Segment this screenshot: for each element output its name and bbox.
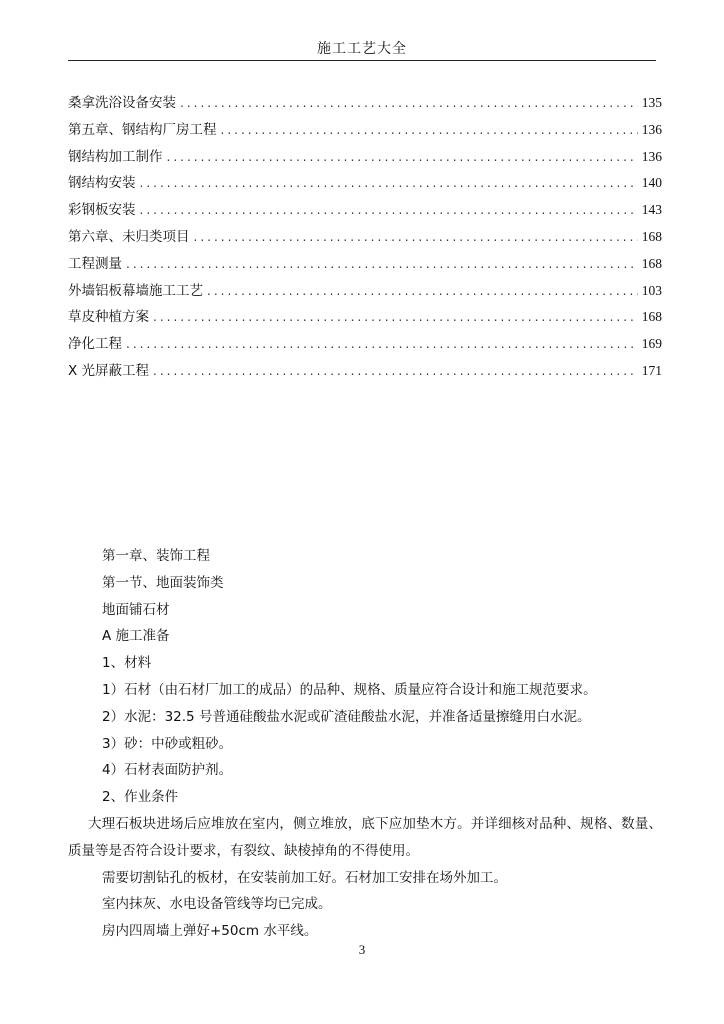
- toc-leader-dots: [126, 337, 638, 351]
- toc-entry-page: 168: [641, 309, 662, 325]
- toc-entry-title: 工程测量: [68, 255, 122, 272]
- toc-entry[interactable]: [68, 198, 662, 225]
- toc-entry-page: 168: [641, 255, 662, 271]
- toc-entry-title: 桑拿洗浴设备安装: [68, 95, 176, 111]
- toc-entry[interactable]: [68, 171, 662, 198]
- toc-entry-title: 钢结构安装: [68, 175, 136, 192]
- toc-entry[interactable]: [68, 279, 662, 306]
- toc-entry-page: 136: [641, 121, 662, 137]
- toc-leader-dots: [180, 96, 638, 110]
- subsection-heading: 地面铺石材: [102, 601, 170, 618]
- toc-leader-dots: [207, 284, 638, 298]
- toc-entry[interactable]: [68, 332, 662, 359]
- toc-leader-dots: [153, 364, 638, 378]
- toc-leader-dots: [126, 257, 638, 271]
- toc-entry[interactable]: [68, 252, 662, 279]
- toc-entry-page: 169: [641, 336, 662, 352]
- material-item: 4）石材表面防护剂。: [102, 762, 233, 779]
- toc-leader-dots: [167, 150, 638, 164]
- toc-entry-page: 168: [641, 228, 662, 244]
- toc-entry[interactable]: [68, 359, 662, 386]
- toc-entry[interactable]: [68, 118, 662, 145]
- toc-entry-page: 140: [641, 175, 662, 191]
- toc-entry[interactable]: [68, 305, 662, 332]
- material-item: 3）砂：中砂或粗砂。: [102, 735, 233, 752]
- item-heading: 1、材料: [102, 655, 152, 672]
- toc-entry-page: 171: [641, 362, 662, 378]
- condition-paragraph: 大理石板块进场后应堆放在室内，侧立堆放，底下应加垫木方。并详细核对品种、规格、数量、质量等是否符合设计要求，有裂纹、缺棱掉角的不得使用。: [68, 815, 662, 859]
- toc-leader-dots: [194, 230, 638, 244]
- document-body: [68, 543, 662, 945]
- toc-entry[interactable]: [68, 225, 662, 252]
- toc-entry-title: 钢结构加工制作: [68, 148, 163, 165]
- condition-paragraph: 室内抹灰、水电设备管线等均已完成。: [102, 896, 332, 913]
- chapter-heading: 第一章、装饰工程: [102, 548, 210, 564]
- toc-entry-title: 外墙铝板幕墙施工工艺: [68, 282, 203, 299]
- section-heading: 第一节、地面装饰类: [102, 574, 224, 591]
- toc-entry[interactable]: [68, 145, 662, 172]
- toc-entry-title: 第六章、未归类项目: [68, 228, 190, 245]
- item-heading: 2、作业条件: [102, 789, 179, 806]
- toc-entry-title: 净化工程: [68, 336, 122, 353]
- toc-entry-page: 143: [641, 202, 662, 218]
- page-number: 3: [358, 942, 366, 957]
- toc-entry[interactable]: [68, 91, 662, 118]
- toc-entry-title: 草皮种植方案: [68, 309, 149, 326]
- condition-paragraph: 房内四周墙上弹好+50cm 水平线。: [102, 923, 318, 940]
- part-heading: A 施工准备: [102, 628, 170, 645]
- material-item: 1）石材（由石材厂加工的成品）的品种、规格、质量应符合设计和施工规范要求。: [102, 681, 597, 698]
- toc-leader-dots: [140, 176, 638, 190]
- toc-entry-title: X 光屏蔽工程: [68, 362, 150, 379]
- page-header-title: 施工工艺大全: [317, 41, 407, 57]
- toc-leader-dots: [153, 310, 638, 324]
- toc-entry-title: 彩钢板安装: [68, 202, 136, 219]
- table-of-contents: [68, 91, 662, 386]
- toc-leader-dots: [140, 203, 638, 217]
- condition-paragraph: 需要切割钻孔的板材，在安装前加工好。石材加工安排在场外加工。: [102, 869, 507, 886]
- material-item: 2）水泥：32.5 号普通硅酸盐水泥或矿渣硅酸盐水泥，并准备适量擦缝用白水泥。: [102, 708, 591, 725]
- header-divider: [68, 60, 656, 61]
- toc-entry-page: 135: [641, 95, 662, 110]
- toc-entry-title: 第五章、钢结构厂房工程: [68, 121, 217, 138]
- toc-entry-page: 136: [641, 148, 662, 164]
- toc-leader-dots: [221, 123, 638, 137]
- toc-entry-page: 103: [641, 282, 662, 298]
